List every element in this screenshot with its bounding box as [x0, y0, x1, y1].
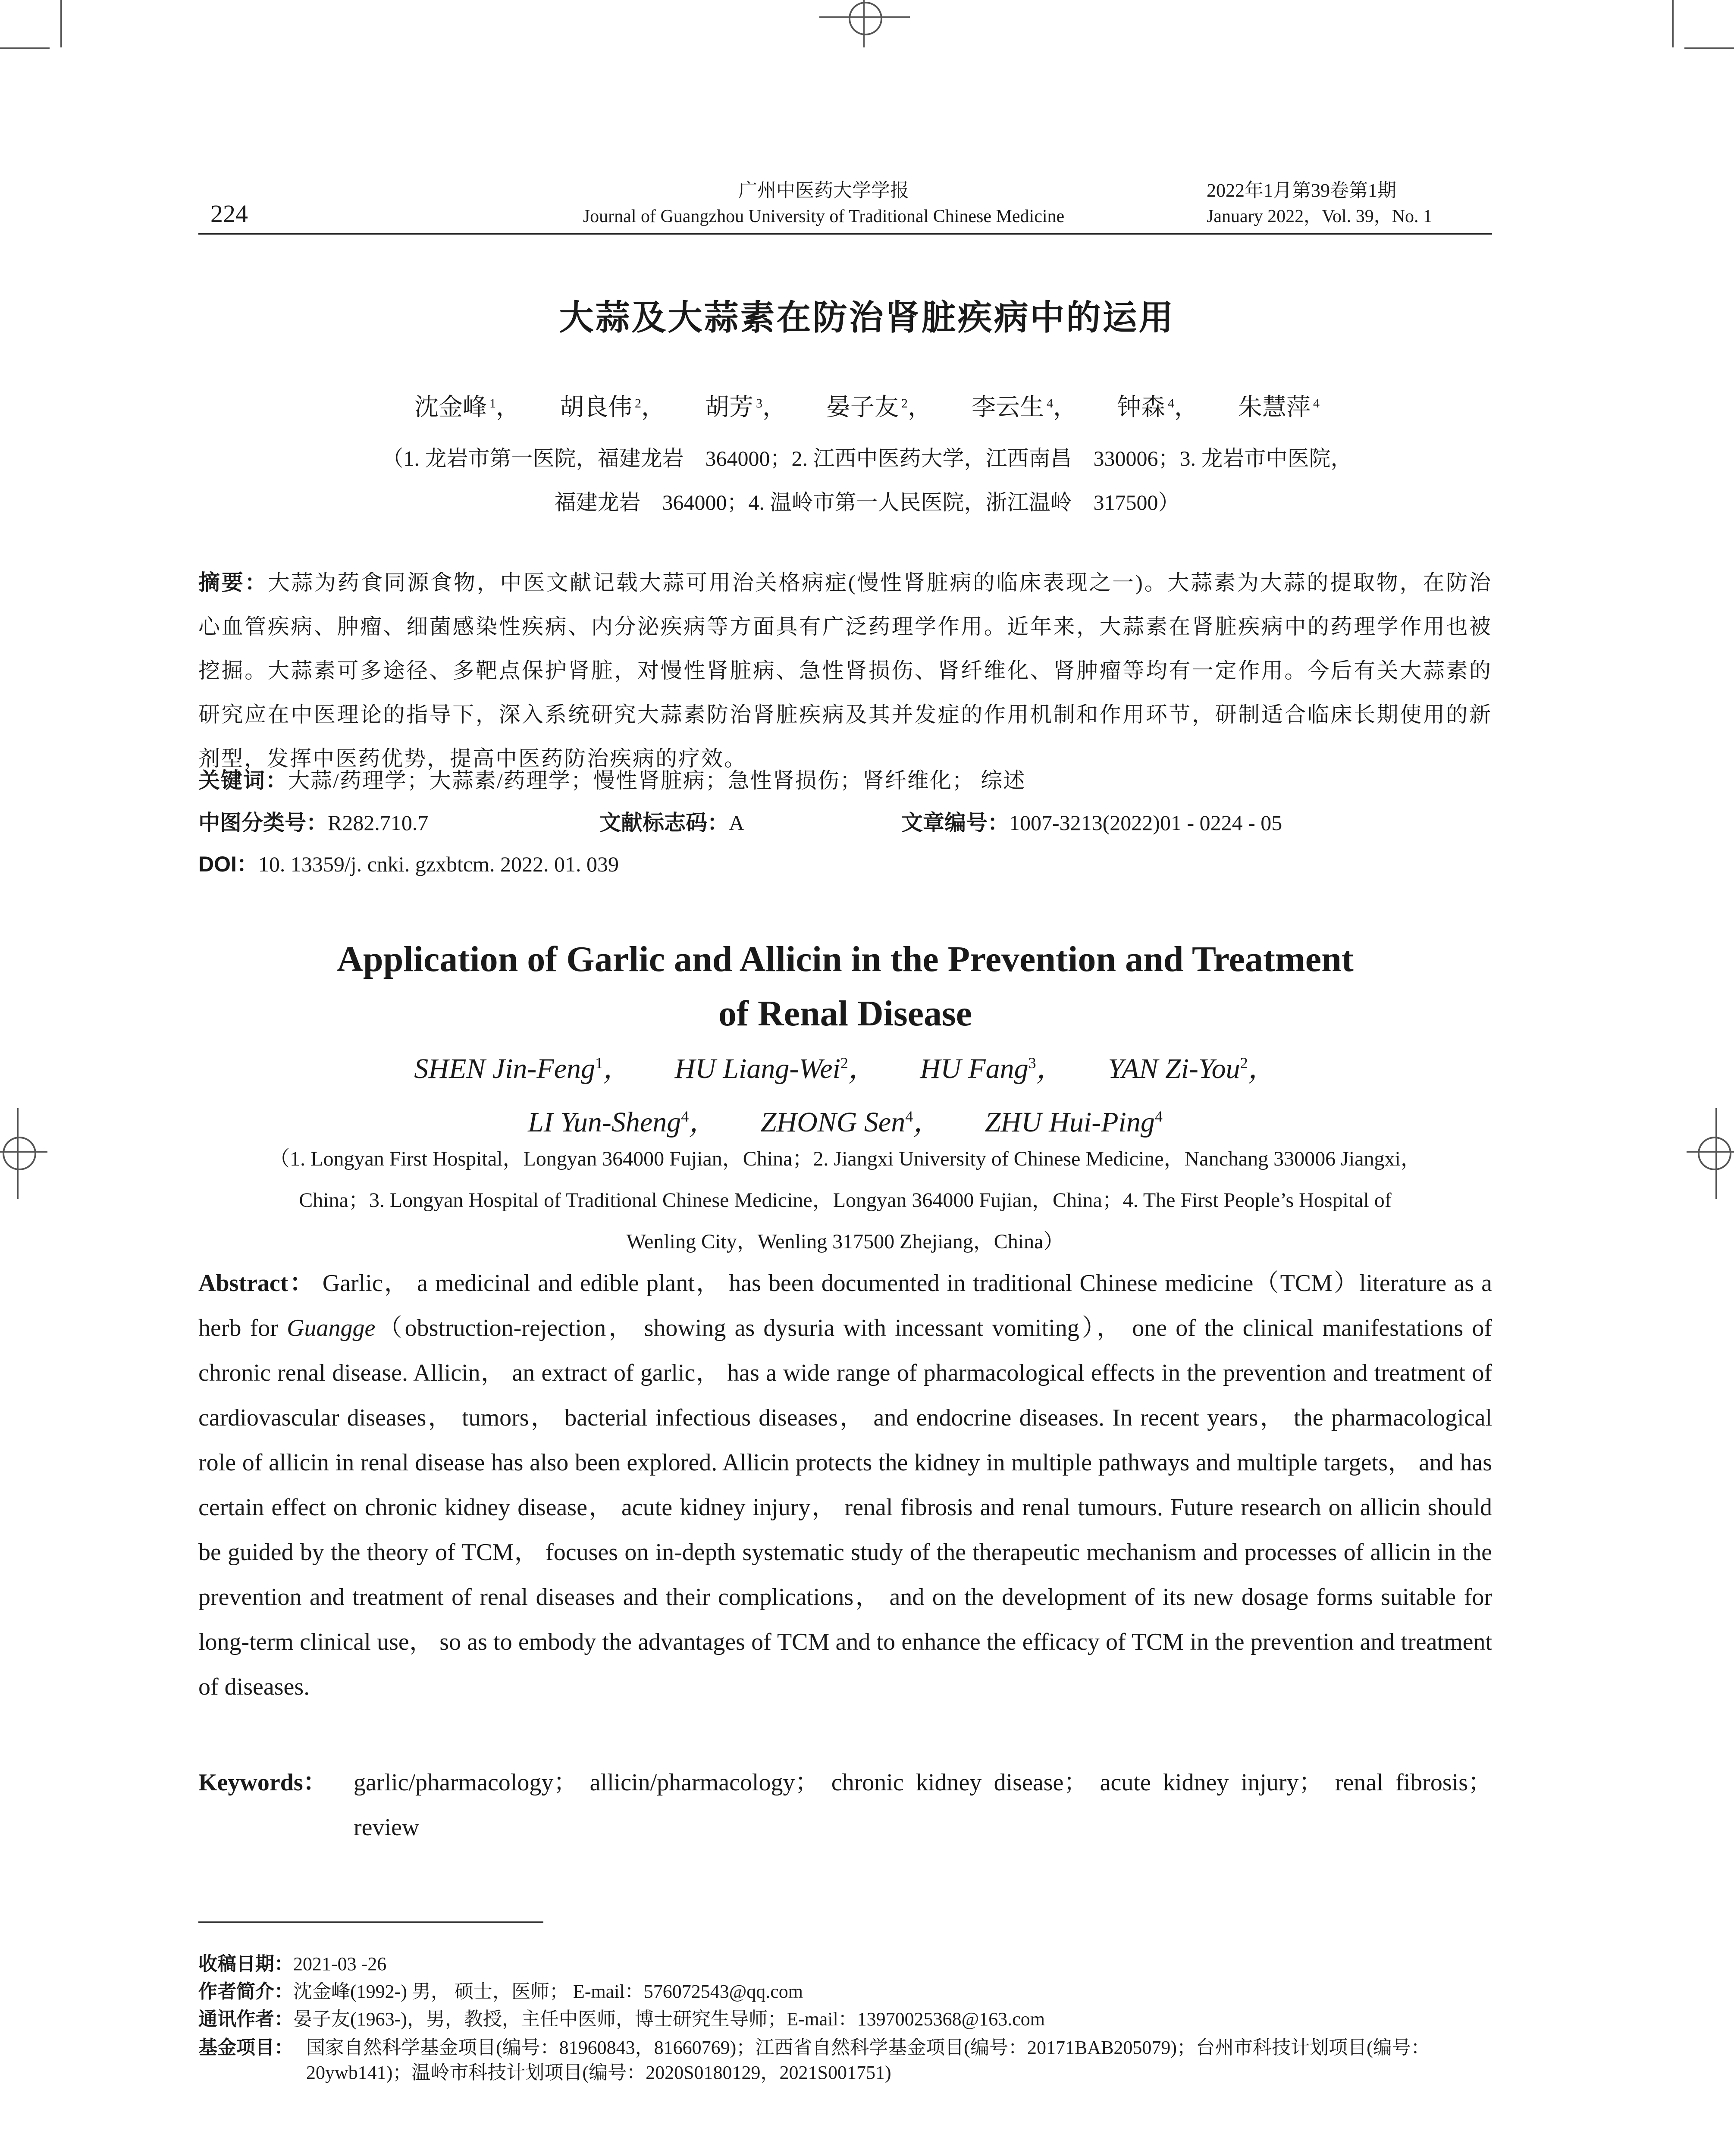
footnote-corresponding-author: 通讯作者：晏子友(1963-)，男，教授，主任中医师，博士研究生导师；E-mail：13970025368@163.com [198, 2009, 1045, 2030]
document-code: 文献标志码：A [599, 811, 745, 835]
journal-name [500, 178, 1147, 229]
doi [198, 846, 1492, 882]
author-en: ZHONG Sen$^4$， [760, 1106, 942, 1138]
header-rule [198, 233, 1492, 235]
footnote-author-bio: 作者简介：沈金峰(1992-) 男， 硕士，医师； E-mail：576072543@qq.com [198, 1981, 803, 2002]
affiliation-line: （1. 龙岩市第一医院，福建龙岩 364000；2. 江西中医药大学，江西南昌 330006；3. 龙岩市中医院， [382, 446, 1352, 470]
affiliation-line: （1. Longyan First Hospital，Longyan 364000 Fujian，China；2. Jiangxi University of Chinese Medicine，Nanchang 330006 Jiangxi， [269, 1147, 1421, 1170]
classification-line [198, 805, 1492, 841]
keywords-label-cn: 关键词： [198, 768, 288, 793]
affiliation-line: Wenling City，Wenling 317500 Zhejiang，China） [626, 1230, 1064, 1253]
author-cn: 沈金峰 $^1$， [414, 394, 520, 421]
author-cn: 胡芳 $^3$， [705, 394, 787, 421]
author-en: HU Fang$^3$， [920, 1053, 1065, 1084]
footnote-received: 收稿日期：2021-03 -26 [198, 1953, 387, 1974]
keywords-text-en: garlic/pharmacology； allicin/pharmacology； chronic kidney disease； acute kidney injury； renal fibrosis；review [354, 1769, 1492, 1841]
author-list-cn [0, 388, 1734, 423]
keywords-en [198, 1760, 1492, 1850]
clc-number: 中图分类号：R282.710.7 [198, 811, 429, 835]
article-title-cn: 大蒜及大蒜素在防治肾脏疾病中的运用 [559, 298, 1175, 337]
abstract-text-cn: 大蒜为药食同源食物，中医文献记载大蒜可用治关格病症(慢性肾脏病的临床表现之一)。大蒜素为大蒜的提取物，在防治心血管疾病、肿瘤、细菌感染性疾病、内分泌疾病等方面具有广泛药理学作用。近年来，大蒜素在肾脏疾病中的药理学作用也被挖掘。大蒜素可多途径、多靶点保护肾脏，对慢性肾脏病、急性肾损伤、肾纤维化、肾肿瘤等均有一定作用。今后有关大蒜素的研究应在中医理论的指导下，深入系统研究大蒜素防治肾脏疾病及其并发症的作用机制和作用环节，研制适合临床长期使用的新剂型，发挥中医药优势，提高中医药防治疾病的疗效。 [198, 570, 1492, 771]
abstract-en [198, 1261, 1492, 1709]
author-en: ZHU Hui-Ping$^4$ [985, 1106, 1163, 1138]
abstract-term-italic: Guangge [287, 1315, 376, 1341]
affiliations-cn [259, 436, 1475, 524]
title-en-line: Application of Garlic and Allicin in the Prevention and Treatment [337, 939, 1354, 979]
issue-info-cn: 2022年1月第39卷第1期 [1207, 180, 1396, 201]
keywords-label-en: Keywords： [198, 1769, 327, 1796]
abstract-label-cn: 摘要： [198, 570, 268, 595]
affiliation-line: 福建龙岩 364000；4. 温岭市第一人民医院，浙江温岭 317500） [554, 490, 1180, 514]
keywords-text-cn: 大蒜/药理学；大蒜素/药理学；慢性肾脏病；急性肾损伤；肾纤维化； 综述 [288, 768, 1026, 793]
author-en: SHEN Jin-Feng$^1$， [414, 1053, 632, 1084]
abstract-text-en-cont: （obstruction-rejection， showing as dysuria with incessant vomiting）， one of the clinical manifestations of chronic renal disease. Allicin， an extract of garlic， has a wide range of pharmacological effects in the prevention and treatment of cardiovascular diseases， tumors， bacterial infectious diseases， and endocrine diseases. In recent years， the pharmacological role of allicin in renal disease has also been explored. Allicin protects the kidney in multiple pathways and multiple targets， and has certain effect on chronic kidney disease， acute kidney injury， renal fibrosis and renal tumours. Future research on allicin should be guided by the theory of TCM， focuses on in-depth systematic study of the therapeutic mechanism and processes of allicin in the prevention and treatment of renal diseases and their complications， and on the development of its new dosage forms suitable for long-term clinical use， so as to embody the advantages of TCM and to enhance the efficacy of TCM in the prevention and treatment of diseases. [198, 1315, 1492, 1700]
author-cn: 钟森 $^4$， [1117, 394, 1198, 421]
abstract-label-en: Abstract： [198, 1270, 315, 1297]
author-en: YAN Zi-You$^2$， [1108, 1053, 1276, 1084]
abstract-text-en: Garlic， a medicinal and edible plant， has been documented in traditional Chinese medicine（TCM）literature as a herb for [198, 1270, 1493, 1341]
footnote-funding: 基金项目： 国家自然科学基金项目(编号：81960843，81660769)；江西省自然科学基金项目(编号：20171BAB205079)；台州市科技计划项目(编号：20ywb141)；温岭市科技计划项目(编号：2020S0180129，2021S001751) [198, 2037, 1430, 2083]
author-cn: 李云生 $^4$， [972, 394, 1077, 421]
title-en-line: of Renal Disease [718, 993, 972, 1034]
affiliations-en [190, 1138, 1501, 1263]
issue-info-en: January 2022，Vol. 39，No. 1 [1207, 207, 1433, 226]
keywords-cn [198, 762, 1492, 799]
article-title-en [198, 932, 1492, 1041]
author-en: LI Yun-Sheng$^4$， [528, 1106, 718, 1138]
issue-info [1207, 178, 1432, 229]
journal-name-en: Journal of Guangzhou University of Traditional Chinese Medicine [583, 207, 1065, 226]
journal-name-cn: 广州中医药大学学报 [738, 180, 909, 201]
doi-value: 10. 13359/j. cnki. gzxbtcm. 2022. 01. 039 [258, 852, 619, 876]
abstract-cn [198, 561, 1492, 780]
author-cn: 胡良伟 $^2$， [560, 394, 665, 421]
author-en: HU Liang-Wei$^2$， [674, 1053, 877, 1084]
footnote-rule [198, 1921, 543, 1923]
article-number: 文章编号：1007-3213(2022)01 - 0224 - 05 [901, 811, 1282, 835]
doi-label: DOI： [198, 852, 258, 876]
author-cn: 晏子友 $^2$， [826, 394, 932, 421]
author-row [198, 1039, 1492, 1093]
affiliation-line: China；3. Longyan Hospital of Traditional Chinese Medicine，Longyan 364000 Fujian，China；4. The First People’s Hospital of [299, 1189, 1392, 1212]
author-list-en [198, 1039, 1492, 1146]
author-cn: 朱慧萍 $^4$ [1238, 394, 1320, 421]
page-number: 224 [210, 200, 248, 228]
